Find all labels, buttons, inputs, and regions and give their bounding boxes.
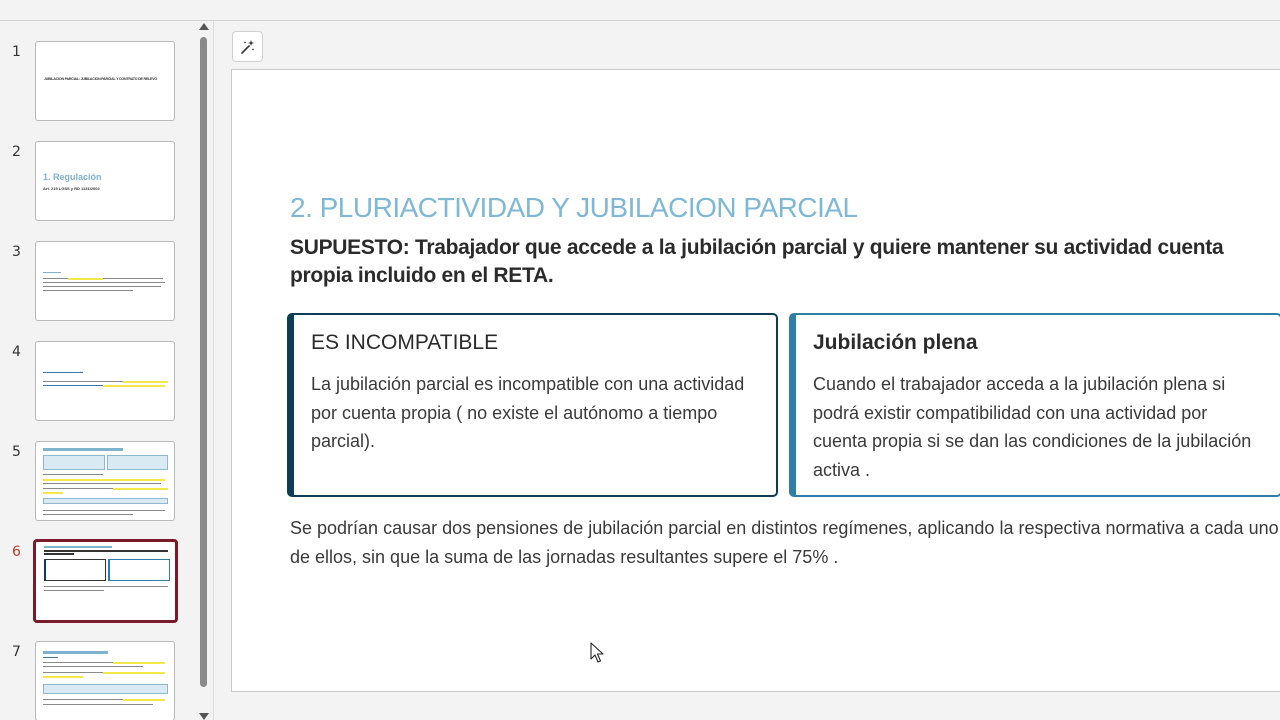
slide-number: 3 xyxy=(12,244,21,260)
full-retirement-card[interactable] xyxy=(789,313,1280,497)
slide-thumbnail-6[interactable] xyxy=(0,541,196,631)
card-heading: Jubilación plena xyxy=(813,331,978,354)
slide-thumbnail-5[interactable] xyxy=(0,441,196,531)
thumbnail-image[interactable] xyxy=(35,641,175,720)
mouse-pointer-icon xyxy=(590,642,604,664)
incompatible-card[interactable] xyxy=(287,313,778,497)
thumbnail-image[interactable] xyxy=(35,141,175,221)
slide-title[interactable]: 2. PLURIACTIVIDAD Y JUBILACION PARCIAL xyxy=(290,192,858,223)
card-body: La jubilación parcial es incompatible con una actividad por cuenta propia ( no existe el autónomo a tiempo parcial). xyxy=(311,374,745,452)
slide-thumbnail-panel xyxy=(0,21,214,720)
slide-number: 2 xyxy=(12,144,21,160)
slide-thumbnail-4[interactable] xyxy=(0,341,196,431)
slide-number: 5 xyxy=(12,444,21,460)
slide-number: 4 xyxy=(12,344,21,360)
top-toolbar xyxy=(0,0,1280,21)
thumbnail-image[interactable] xyxy=(35,41,175,121)
magic-designer-button[interactable] xyxy=(232,31,263,62)
slide-number: 1 xyxy=(12,44,21,60)
slide-thumbnail-7[interactable] xyxy=(0,641,196,720)
scroll-down-arrow-icon[interactable] xyxy=(199,713,209,720)
thumbnail-title: 1. Regulación xyxy=(43,172,102,182)
thumbnail-title: JUBILACION PARCIAL: JUBILACION PARCIAL Y CONTRATO DE RELEVO xyxy=(44,77,158,82)
thumbnail-image[interactable] xyxy=(35,241,175,321)
slide-subtitle[interactable]: SUPUESTO: Trabajador que accede a la jubilación parcial y quiere mantener su actividad cuenta propia incluido en el RETA. xyxy=(290,236,1224,287)
slide-footer-text[interactable]: Se podrían causar dos pensiones de jubilación parcial en distintos regímenes, aplicando la respectiva normativa a cada uno de ellos, sin que la suma de las jornadas resultantes supere el 75% . xyxy=(290,518,1279,567)
thumbnail-scrollbar[interactable] xyxy=(198,21,210,720)
thumbnail-image-selected[interactable] xyxy=(33,539,178,623)
sparkle-wand-icon xyxy=(240,39,256,55)
slide-thumbnail-1[interactable] xyxy=(0,41,196,131)
slide-number: 6 xyxy=(12,544,21,560)
scrollbar-thumb[interactable] xyxy=(200,37,207,687)
card-heading: ES INCOMPATIBLE xyxy=(311,331,499,354)
scroll-up-arrow-icon[interactable] xyxy=(199,23,209,30)
slide-thumbnail-3[interactable] xyxy=(0,241,196,331)
card-body: Cuando el trabajador acceda a la jubilación plena si podrá existir compatibilidad con una actividad por cuenta propia si se dan las condiciones de la jubilación activa . xyxy=(813,374,1252,480)
slide-number: 7 xyxy=(12,644,21,660)
slide-canvas[interactable] xyxy=(231,69,1280,692)
thumbnail-image[interactable] xyxy=(35,441,175,521)
thumbnail-image[interactable] xyxy=(35,341,175,421)
thumbnail-subtitle: Art. 215 LGSS y RD 1131/2002 xyxy=(43,186,100,191)
slide-thumbnail-2[interactable] xyxy=(0,141,196,231)
